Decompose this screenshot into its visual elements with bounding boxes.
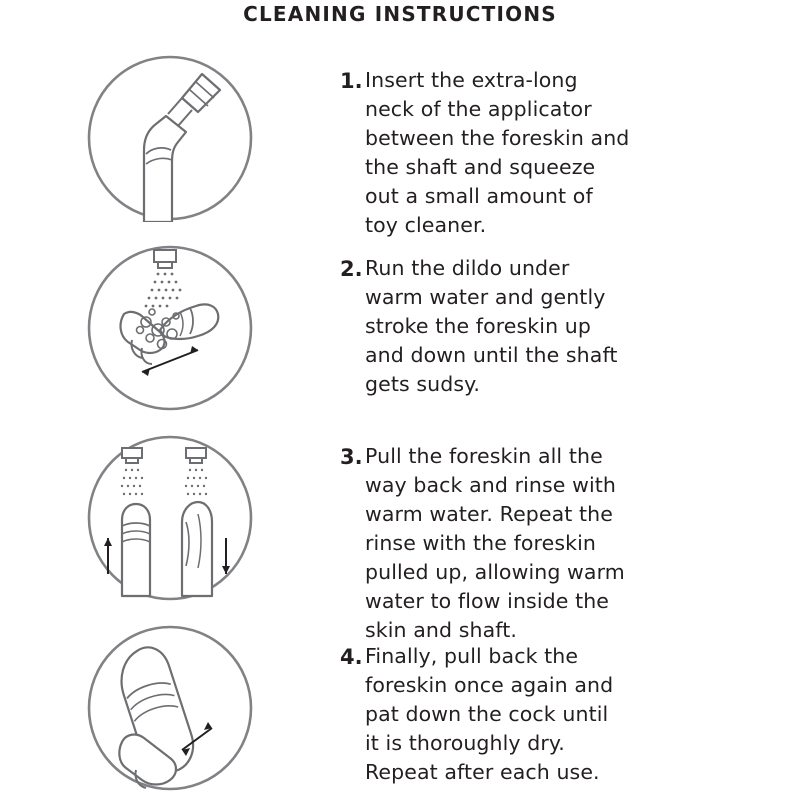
step-item [0, 432, 800, 642]
step-number: 2. [340, 257, 363, 281]
page-title: CLEANING INSTRUCTIONS [243, 2, 557, 26]
applicator-bottle-on-shaft-icon [86, 54, 254, 222]
step-item [0, 622, 800, 812]
step-3-text-block [340, 432, 627, 645]
step-3-illustration [0, 432, 340, 602]
step-1-text-block [340, 52, 630, 240]
hand-drying-shaft-icon [86, 624, 254, 792]
steps-list [0, 52, 800, 812]
step-number: 3. [340, 445, 363, 469]
step-4-illustration [0, 622, 340, 792]
step-4-text-block [340, 622, 627, 787]
step-2-illustration [0, 242, 340, 412]
step-text: Pull the foreskin all the way back and rinse with warm water. Repeat the rinse with the foreskin pulled up, allowing warm water to flow inside the skin and shaft. [365, 444, 625, 642]
step-text: Run the dildo under warm water and gently stroke the foreskin up and down until the shaft gets sudsy. [365, 256, 618, 396]
step-2-text-block [340, 242, 627, 399]
two-shafts-rinsing-under-water-icon [86, 434, 254, 602]
step-number: 4. [340, 645, 363, 669]
step-text: Insert the extra-long neck of the applicator between the foreskin and the shaft and squeeze out a small amount of toy cleaner. [365, 68, 630, 237]
step-text: Finally, pull back the foreskin once again and pat down the cock until it is thoroughly dry. Repeat after each use. [365, 644, 614, 784]
step-item [0, 52, 800, 242]
step-1-illustration [0, 52, 340, 222]
step-item [0, 242, 800, 432]
step-number: 1. [340, 69, 363, 93]
hand-washing-under-shower-with-suds-icon [86, 244, 254, 412]
